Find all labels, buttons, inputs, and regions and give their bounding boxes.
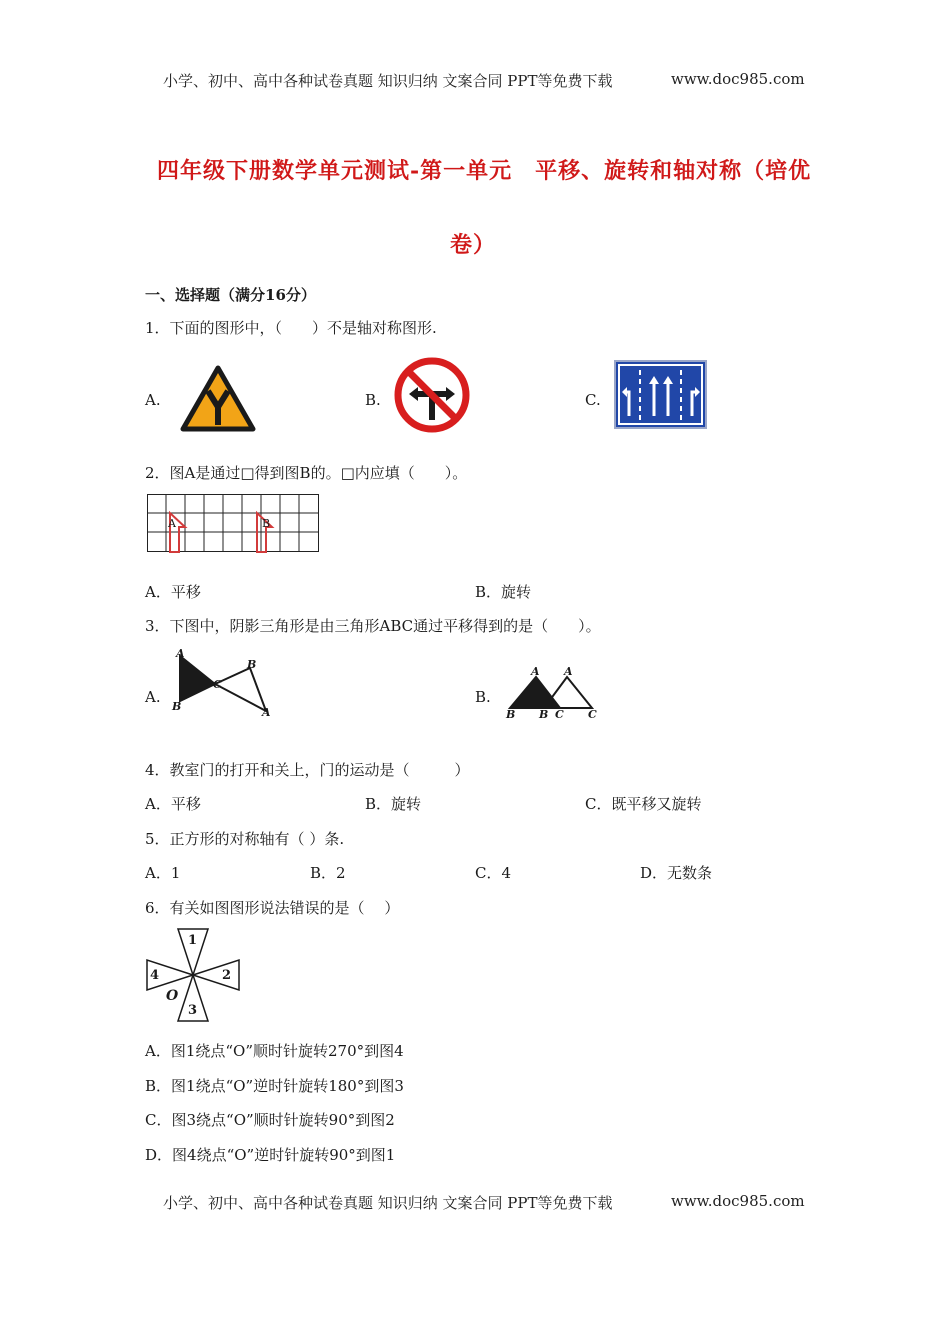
q3b-label-a1: A <box>531 665 540 678</box>
pinwheel-num-1: 1 <box>188 933 198 948</box>
question-3: 3．下图中，阴影三角形是由三角形ABC通过平移得到的是（ ）。 <box>145 617 601 635</box>
question-5: 5．正方形的对称轴有（ ）条. <box>145 830 345 848</box>
q2-option-b[interactable]: B．旋转 <box>475 583 532 601</box>
q4-option-c[interactable]: C．既平移又旋转 <box>585 795 702 813</box>
q3-figure-b <box>500 664 604 712</box>
grid-label-a: A <box>168 517 176 530</box>
q3a-label-b1: B <box>172 700 182 713</box>
question-2: 2．图A是通过□得到图B的。□内应填（ ）。 <box>145 464 468 482</box>
pinwheel-num-3: 3 <box>188 1003 198 1018</box>
q3b-label-c1: C <box>555 708 564 721</box>
q3b-label-a2: A <box>564 665 573 678</box>
q3b-label-b1: B <box>506 708 516 721</box>
q4-option-b[interactable]: B．旋转 <box>365 795 422 813</box>
q3-option-b-label[interactable]: B. <box>475 688 491 706</box>
q5-option-b[interactable]: B．2 <box>310 864 346 882</box>
q4-option-a[interactable]: A．平移 <box>145 795 201 813</box>
q5-option-c[interactable]: C．4 <box>475 864 512 882</box>
q3a-label-c: C <box>213 678 222 691</box>
q1-option-a-label[interactable]: A. <box>145 391 161 409</box>
page-title-line2: 卷） <box>450 232 497 258</box>
q6-option-c[interactable]: C．图3绕点“O”顺时针旋转90°到图2 <box>145 1111 395 1129</box>
q1-option-c-label[interactable]: C. <box>585 391 601 409</box>
q6-option-d[interactable]: D．图4绕点“O”逆时针旋转90°到图1 <box>145 1146 396 1164</box>
fork-road-sign-image <box>180 365 256 433</box>
question-4: 4．教室门的打开和关上，门的运动是（ ） <box>145 761 470 779</box>
header-url[interactable]: www.doc985.com <box>671 70 805 88</box>
footer-text: 小学、初中、高中各种试卷真题 知识归纳 文案合同 PPT等免费下载 <box>163 1194 613 1212</box>
q3a-label-b2: B <box>247 658 257 671</box>
q6-option-a[interactable]: A．图1绕点“O”顺时针旋转270°到图4 <box>145 1042 404 1060</box>
q5-option-a[interactable]: A．1 <box>145 864 181 882</box>
q3-option-a-label[interactable]: A. <box>145 688 161 706</box>
no-turn-sign-image <box>393 358 473 434</box>
q1-option-b-label[interactable]: B. <box>365 391 381 409</box>
q5-option-d[interactable]: D．无数条 <box>640 864 713 882</box>
header-text: 小学、初中、高中各种试卷真题 知识归纳 文案合同 PPT等免费下载 <box>163 72 613 90</box>
q3b-label-c2: C <box>588 708 597 721</box>
q2-option-a[interactable]: A．平移 <box>145 583 201 601</box>
grid-label-b: B <box>262 517 271 530</box>
footer-url[interactable]: www.doc985.com <box>671 1192 805 1210</box>
question-6: 6．有关如图图形说法错误的是（ ） <box>145 899 400 917</box>
question-1: 1．下面的图形中，（ ）不是轴对称图形. <box>145 319 437 337</box>
q6-option-b[interactable]: B．图1绕点“O”逆时针旋转180°到图3 <box>145 1077 404 1095</box>
q3b-label-b2: B <box>539 708 549 721</box>
pinwheel-num-4: 4 <box>150 968 160 983</box>
pinwheel-num-2: 2 <box>222 968 232 983</box>
lane-sign-image <box>614 360 708 430</box>
page-title-line1: 四年级下册数学单元测试-第一单元 平移、旋转和轴对称（培优 <box>157 158 812 184</box>
q3a-label-a2: A <box>262 706 271 719</box>
q3a-label-a1: A <box>176 647 185 660</box>
section-heading: 一、选择题（满分16分） <box>145 286 316 304</box>
pinwheel-center-o: O <box>166 988 179 1004</box>
